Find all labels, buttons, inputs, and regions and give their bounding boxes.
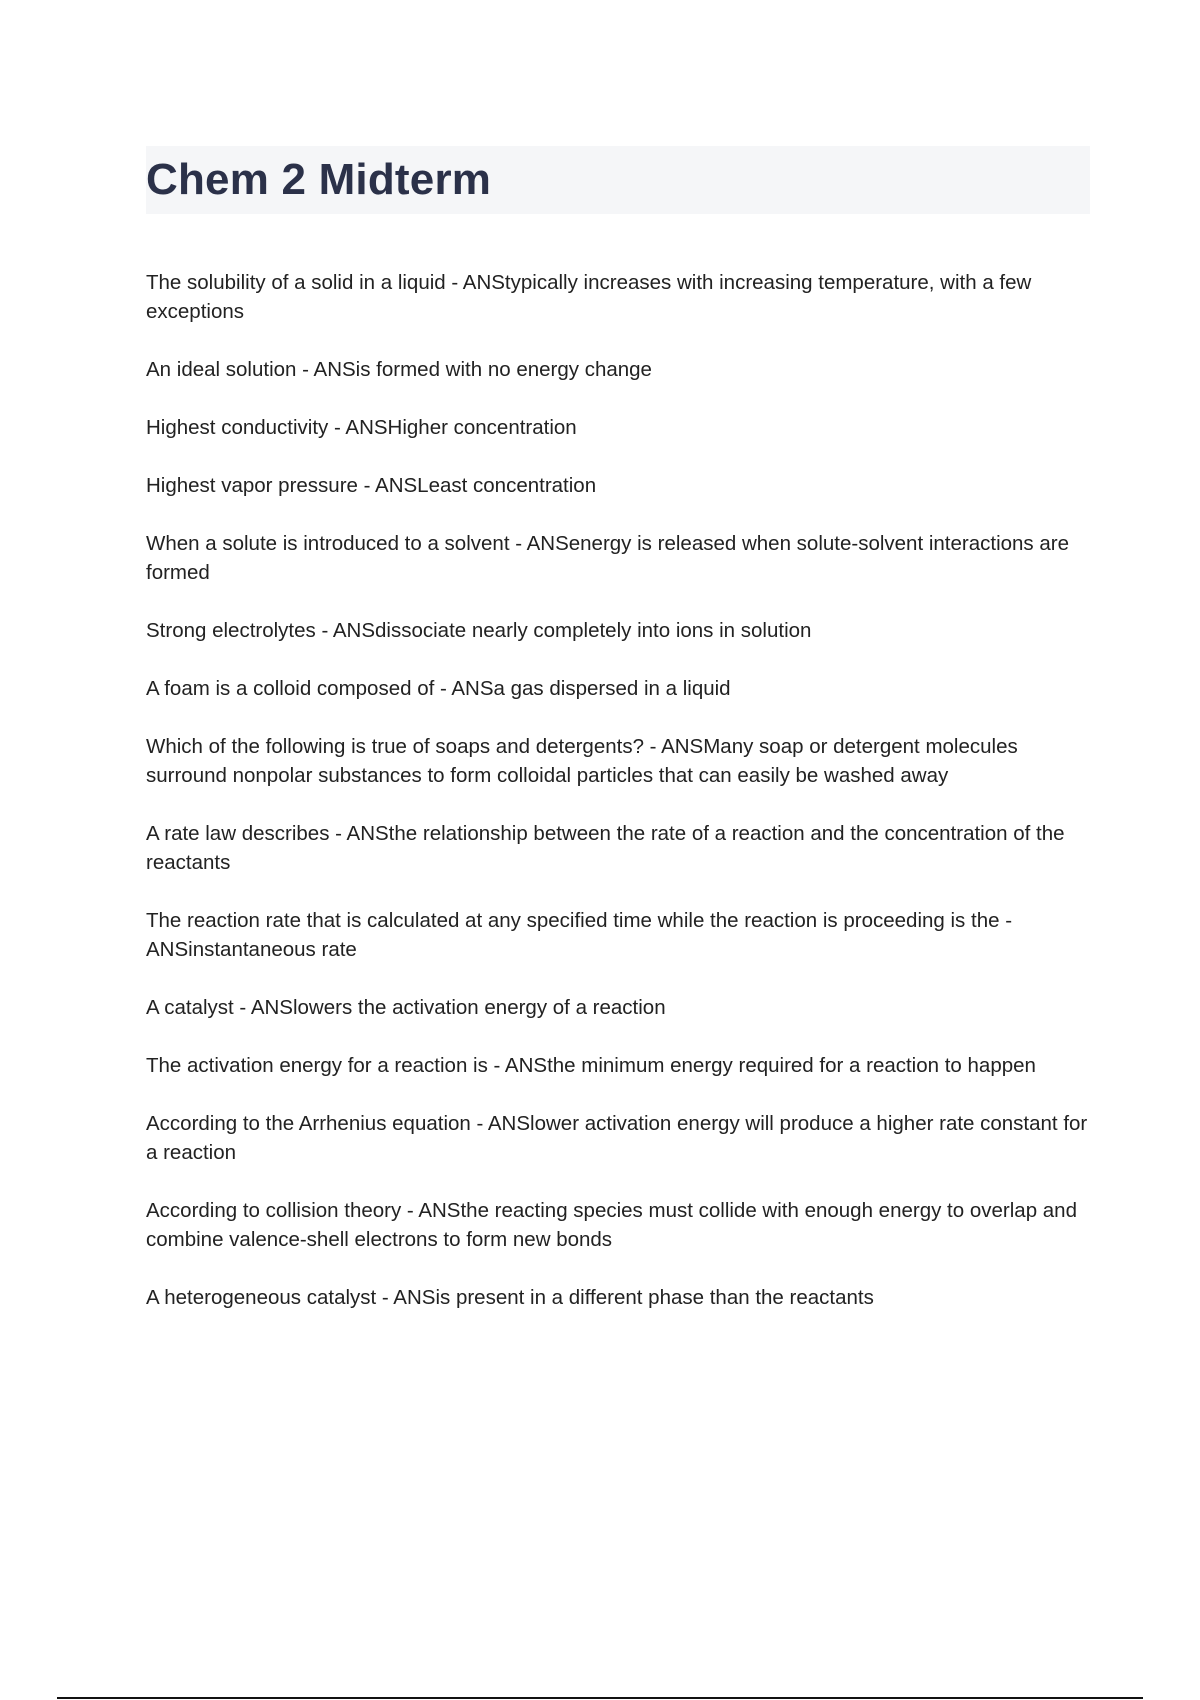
qa-item: The reaction rate that is calculated at any specified time while the reaction is proceeding is the - ANSinstantaneous rate [146,909,1013,961]
page-title: Chem 2 Midterm [146,155,492,204]
qa-item: A foam is a colloid composed of - ANSa gas dispersed in a liquid [146,677,731,700]
qa-item: According to collision theory - ANSthe reacting species must collide with enough energy to overlap and combine valence-shell electrons to form new bonds [146,1199,1077,1251]
qa-item: Which of the following is true of soaps and detergents? - ANSMany soap or detergent molecules surround nonpolar substances to form colloidal particles that can easily be washed away [146,735,1018,787]
qa-item: Highest vapor pressure - ANSLeast concentration [146,474,597,497]
qa-list [146,268,1090,1341]
title-band [146,146,1090,214]
qa-item: A heterogeneous catalyst - ANSis present in a different phase than the reactants [146,1286,874,1309]
qa-item: Highest conductivity - ANSHigher concentration [146,416,577,439]
qa-item: The activation energy for a reaction is - ANSthe minimum energy required for a reaction to happen [146,1054,1036,1077]
qa-item: A rate law describes - ANSthe relationship between the rate of a reaction and the concentration of the reactants [146,822,1065,874]
qa-item: An ideal solution - ANSis formed with no energy change [146,358,652,381]
qa-item: A catalyst - ANSlowers the activation energy of a reaction [146,996,666,1019]
footer-rule [57,1697,1143,1699]
qa-item: According to the Arrhenius equation - ANSlower activation energy will produce a higher rate constant for a reaction [146,1112,1088,1164]
qa-item: The solubility of a solid in a liquid - ANStypically increases with increasing temperature, with a few exceptions [146,271,1032,323]
qa-item: Strong electrolytes - ANSdissociate nearly completely into ions in solution [146,619,812,642]
qa-item: When a solute is introduced to a solvent - ANSenergy is released when solute-solvent interactions are formed [146,532,1070,584]
